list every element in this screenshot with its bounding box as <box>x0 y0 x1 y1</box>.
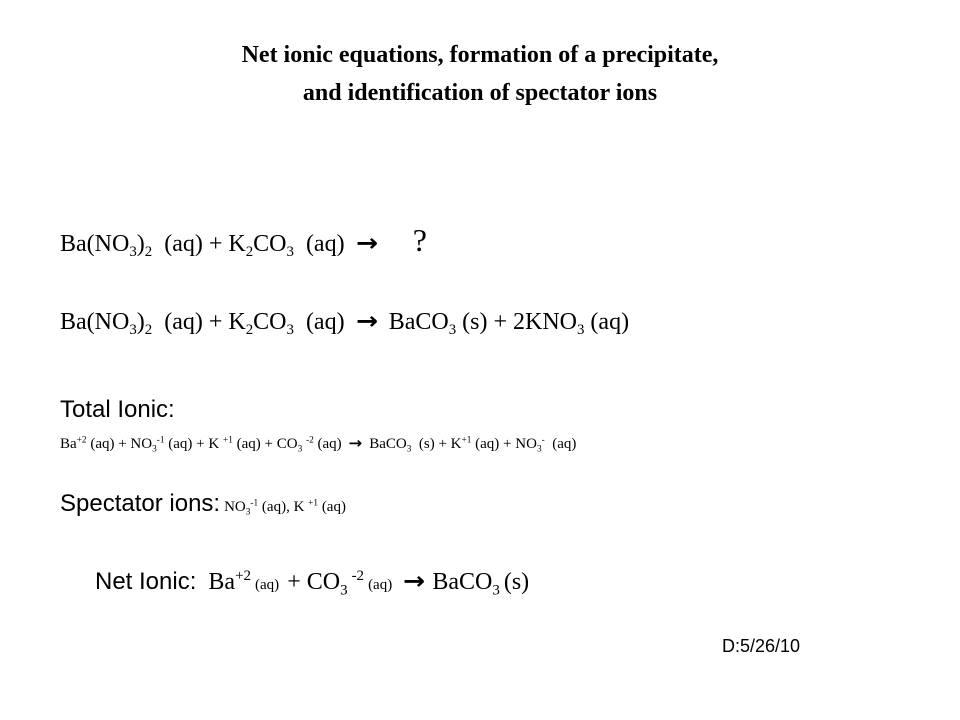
total-charge: +2 <box>76 435 87 446</box>
net-sub: 3 <box>340 582 348 599</box>
net-s: (s) <box>503 569 530 595</box>
title-line-1: Net ionic equations, formation of a precipitate, <box>241 42 719 68</box>
total-charge: -2 <box>305 435 314 446</box>
equation-reactants-question <box>60 222 427 259</box>
title-line-2: and identification of spectator ions <box>302 80 658 106</box>
eq2-sub: 3 <box>286 322 294 339</box>
total-charge: -1 <box>156 435 165 446</box>
eq2-sub: 2 <box>245 322 254 339</box>
equation-balanced <box>60 307 630 339</box>
net-aq: (aq) <box>255 577 280 593</box>
eq1-aq: (aq) <box>305 231 345 257</box>
eq1-sub: 2 <box>144 244 153 261</box>
total-sub: 3 <box>297 444 303 455</box>
eq2-sub: 2 <box>144 322 153 339</box>
total-text: (aq) + NO <box>90 436 153 452</box>
spectator-label: Spectator ions: <box>60 490 221 517</box>
eq1-mid: (aq) + K <box>164 231 246 257</box>
spectator-charge: -1 <box>250 498 259 509</box>
spectator-text: (aq), K <box>261 499 305 515</box>
eq1-sub: 2 <box>245 244 254 261</box>
net-co: + CO <box>287 569 341 595</box>
total-text: (aq) + CO <box>236 436 298 452</box>
right-arrow-icon: → <box>355 229 378 257</box>
net-charge: -2 <box>351 568 365 584</box>
net-ionic-label: Net Ionic: <box>95 568 197 595</box>
eq2-baco: BaCO <box>388 309 449 335</box>
net-aq: (aq) <box>368 577 393 593</box>
total-charge: - <box>541 435 545 446</box>
eq2-sub: 3 <box>448 322 457 339</box>
eq2-aq: (aq) <box>305 309 345 335</box>
total-text: (aq) <box>552 436 577 452</box>
right-arrow-icon: → <box>355 307 378 335</box>
total-charge: +1 <box>222 435 233 446</box>
eq1-sub: 3 <box>286 244 294 261</box>
total-charge: +1 <box>461 435 472 446</box>
eq2-sub: 3 <box>576 322 585 339</box>
total-text: (aq) <box>317 436 342 452</box>
total-ionic-equation <box>60 434 576 453</box>
right-arrow-icon: → <box>403 567 426 595</box>
net-sub: 3 <box>492 582 500 599</box>
total-ionic-label: Total Ionic: <box>60 396 175 423</box>
net-baco: BaCO <box>432 569 493 595</box>
eq1-sub: 3 <box>129 244 137 261</box>
question-mark: ? <box>412 222 427 258</box>
total-sub: 3 <box>406 444 412 455</box>
eq2-products: (s) + 2KNO <box>462 309 577 335</box>
total-baco: BaCO <box>369 436 407 452</box>
total-text: (s) + K <box>418 436 462 452</box>
total-text: (aq) + NO <box>475 436 537 452</box>
eq2-ba: Ba(NO <box>60 309 130 335</box>
eq2-aq: (aq) <box>590 309 630 335</box>
spectator-charge: +1 <box>308 498 319 509</box>
spectator-text: (aq) <box>321 499 346 515</box>
net-ionic-equation <box>95 567 530 599</box>
right-arrow-icon: → <box>348 434 363 452</box>
total-sub: 3 <box>152 444 157 455</box>
eq2-mid: (aq) + K <box>164 309 246 335</box>
net-ba: Ba <box>208 569 236 595</box>
eq2-co: CO <box>253 309 287 335</box>
net-charge: +2 <box>235 568 252 584</box>
total-ba: Ba <box>60 436 77 452</box>
eq1-co: CO <box>253 231 287 257</box>
spectator-sub: 3 <box>245 507 251 518</box>
eq2-paren: ) <box>136 309 145 335</box>
eq1-ba: Ba(NO <box>60 231 130 257</box>
total-sub: 3 <box>536 444 542 455</box>
spectator-ions <box>60 490 346 518</box>
eq2-sub: 3 <box>129 322 137 339</box>
eq1-paren: ) <box>136 231 145 257</box>
spectator-no: NO <box>224 499 246 515</box>
page-title <box>0 36 960 112</box>
date-footer: D:5/26/10 <box>722 636 801 656</box>
total-text: (aq) + K <box>168 436 220 452</box>
